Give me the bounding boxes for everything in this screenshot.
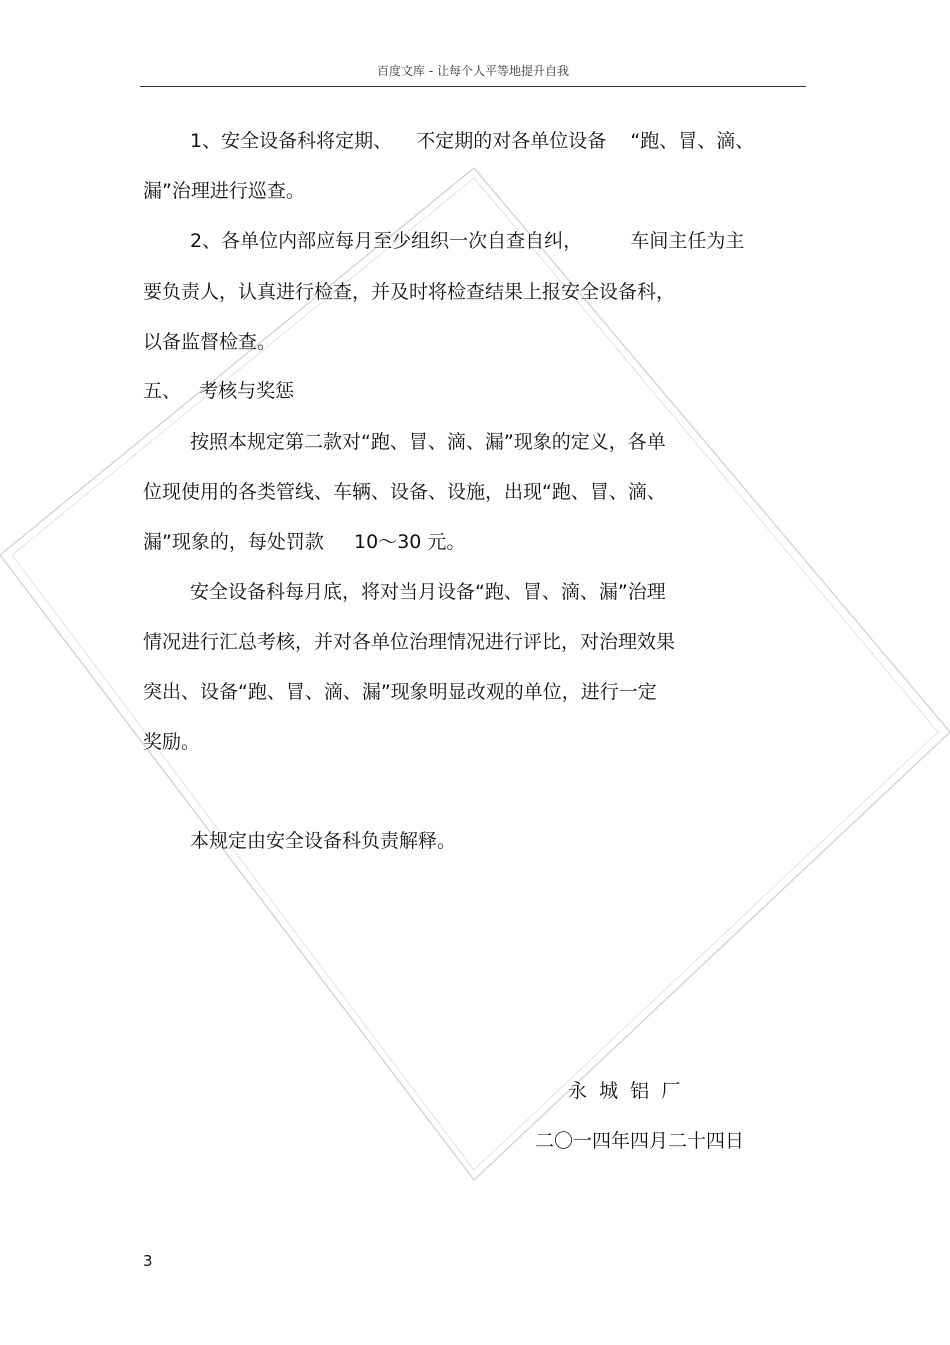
page-header: 百度文库 - 让每个人平等地提升自我 bbox=[377, 64, 569, 78]
body-line-12: 突出、设备“跑、冒、滴、漏”现象明显改观的单位，进行一定 bbox=[143, 681, 657, 703]
body-line-2: 漏”治理进行巡查。 bbox=[143, 180, 305, 202]
body-line-8: 位现使用的各类管线、车辆、设备、设施，出现“跑、冒、滴、 bbox=[143, 481, 666, 503]
signature-org: 永 城 铝 厂 bbox=[568, 1080, 681, 1102]
closing-line: 本规定由安全设备科负责解释。 bbox=[190, 830, 457, 852]
signature-date: 二〇一四年四月二十四日 bbox=[535, 1130, 745, 1152]
body-line-9: 漏”现象的，每处罚款 10～30 元。 bbox=[143, 531, 466, 553]
body-line-5: 以备监督检查。 bbox=[143, 331, 277, 353]
body-line-10: 安全设备科每月底，将对当月设备“跑、冒、滴、漏”治理 bbox=[190, 581, 666, 603]
page-number: 3 bbox=[143, 1252, 153, 1270]
body-line-3: 2、各单位内部应每月至少组织一次自查自纠， 车间主任为主 bbox=[190, 230, 745, 252]
body-line-13: 奖励。 bbox=[143, 731, 201, 753]
section-heading: 五、 考核与奖惩 bbox=[143, 380, 295, 402]
body-line-1: 1、安全设备科将定期、 不定期的对各单位设备 “跑、冒、滴、 bbox=[190, 130, 755, 152]
body-line-7: 按照本规定第二款对“跑、冒、滴、漏”现象的定义，各单 bbox=[190, 431, 666, 453]
body-line-4: 要负责人，认真进行检查，并及时将检查结果上报安全设备科， bbox=[143, 281, 676, 303]
header-divider bbox=[140, 86, 806, 87]
body-line-11: 情况进行汇总考核，并对各单位治理情况进行评比，对治理效果 bbox=[143, 631, 676, 653]
